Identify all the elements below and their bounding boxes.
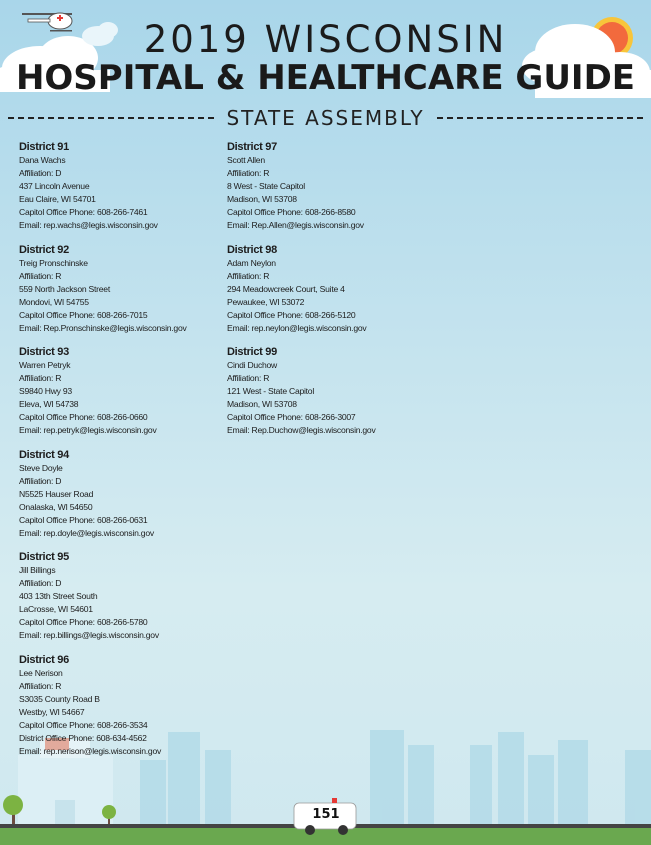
district-entry: [19, 449, 219, 540]
district-detail-line: Capitol Office Phone: 608-266-7015: [19, 309, 148, 320]
district-detail-line: Capitol Office Phone: 608-266-3534: [19, 719, 148, 730]
district-title: District 98: [227, 243, 277, 256]
district-detail-line: 294 Meadowcreek Court, Suite 4: [227, 283, 345, 294]
district-detail-line: 559 North Jackson Street: [19, 283, 110, 294]
district-detail-line: 437 Lincoln Avenue: [19, 181, 90, 191]
district-detail-line: 121 West - State Capitol: [227, 386, 314, 396]
district-detail-line: Treig Pronschinske: [19, 257, 88, 268]
district-detail-line: Capitol Office Phone: 608-266-5120: [227, 309, 356, 320]
district-entry: [19, 551, 219, 642]
page-number: 151: [312, 807, 340, 822]
district-detail-line: Pewaukee, WI 53072: [227, 296, 305, 307]
divider-left: [8, 117, 214, 119]
district-detail-line: Email: Rep.Pronschinske@legis.wisconsin.gov: [19, 322, 187, 333]
district-detail-line: Lee Nerison: [19, 667, 63, 678]
district-detail-line: Onalaska, WI 54650: [19, 501, 93, 512]
district-detail-line: Email: rep.neylon@legis.wisconsin.gov: [227, 322, 367, 333]
district-detail-line: Capitol Office Phone: 608-266-5780: [19, 617, 148, 627]
district-detail-line: Affiliation: D: [19, 578, 62, 588]
district-detail-line: Madison, WI 53708: [227, 399, 297, 409]
district-detail-line: N5525 Hauser Road: [19, 488, 94, 499]
district-column-right: [227, 141, 457, 449]
district-detail-line: LaCrosse, WI 54601: [19, 604, 93, 614]
district-detail-line: Capitol Office Phone: 608-266-7461: [19, 207, 148, 217]
district-detail-line: Eleva, WI 54738: [19, 399, 79, 409]
district-detail-line: S9840 Hwy 93: [19, 386, 72, 396]
district-detail-line: Mondovi, WI 54755: [19, 296, 89, 307]
district-detail-line: Affiliation: R: [227, 270, 270, 281]
district-detail-line: Steve Doyle: [19, 462, 63, 473]
district-entry: [227, 346, 457, 437]
district-detail-line: 403 13th Street South: [19, 591, 98, 601]
district-detail-line: Email: rep.billings@legis.wisconsin.gov: [19, 630, 159, 640]
district-entry: [227, 141, 457, 232]
district-detail-line: S3035 County Road B: [19, 693, 100, 704]
section-title: STATE ASSEMBLY: [226, 106, 425, 130]
district-detail-line: Warren Petryk: [19, 360, 71, 370]
district-detail-line: Westby, WI 54667: [19, 706, 85, 717]
district-detail-line: Eau Claire, WI 54701: [19, 194, 96, 204]
district-detail-line: Capitol Office Phone: 608-266-0631: [19, 514, 148, 525]
district-detail-line: Capitol Office Phone: 608-266-0660: [19, 412, 148, 422]
district-detail-line: Dana Wachs: [19, 155, 66, 165]
district-title: District 92: [19, 243, 69, 256]
district-detail-line: Adam Neylon: [227, 257, 276, 268]
section-header: [0, 104, 651, 132]
district-column-left: [19, 141, 219, 769]
district-entry: [19, 346, 219, 437]
district-detail-line: Email: Rep.Allen@legis.wisconsin.gov: [227, 220, 364, 230]
district-entry: [227, 244, 457, 335]
district-detail-line: Affiliation: R: [19, 270, 62, 281]
district-detail-line: Affiliation: R: [19, 680, 62, 691]
district-entry: [19, 654, 219, 758]
district-detail-line: Madison, WI 53708: [227, 194, 297, 204]
district-detail-line: Affiliation: R: [19, 373, 62, 383]
district-title: District 97: [227, 141, 277, 153]
district-detail-line: Affiliation: D: [19, 168, 62, 178]
district-detail-line: District Office Phone: 608-634-4562: [19, 732, 147, 743]
district-title: District 94: [19, 448, 69, 461]
district-detail-line: Capitol Office Phone: 608-266-8580: [227, 207, 356, 217]
guide-year-title: 2019 WISCONSIN: [143, 18, 508, 61]
district-detail-line: Email: rep.nerison@legis.wisconsin.gov: [19, 745, 162, 756]
divider-right: [437, 117, 643, 119]
district-detail-line: Scott Allen: [227, 155, 265, 165]
district-entry: [19, 141, 219, 232]
district-detail-line: Email: rep.petryk@legis.wisconsin.gov: [19, 425, 157, 435]
district-title: District 93: [19, 346, 69, 358]
district-detail-line: Jill Billings: [19, 565, 56, 575]
district-title: District 96: [19, 653, 69, 666]
district-detail-line: Email: rep.wachs@legis.wisconsin.gov: [19, 220, 158, 230]
district-detail-line: Affiliation: D: [19, 475, 62, 486]
district-detail-line: Cindi Duchow: [227, 360, 278, 370]
district-detail-line: Email: rep.doyle@legis.wisconsin.gov: [19, 527, 154, 538]
district-title: District 99: [227, 346, 277, 358]
guide-main-title: HOSPITAL & HEALTHCARE GUIDE: [15, 58, 636, 98]
district-title: District 95: [19, 551, 69, 563]
district-detail-line: 8 West - State Capitol: [227, 181, 305, 191]
district-title: District 91: [19, 141, 69, 153]
district-detail-line: Affiliation: R: [227, 373, 270, 383]
district-detail-line: Affiliation: R: [227, 168, 270, 178]
district-detail-line: Email: Rep.Duchow@legis.wisconsin.gov: [227, 425, 376, 435]
district-entry: [19, 244, 219, 335]
district-detail-line: Capitol Office Phone: 608-266-3007: [227, 412, 356, 422]
